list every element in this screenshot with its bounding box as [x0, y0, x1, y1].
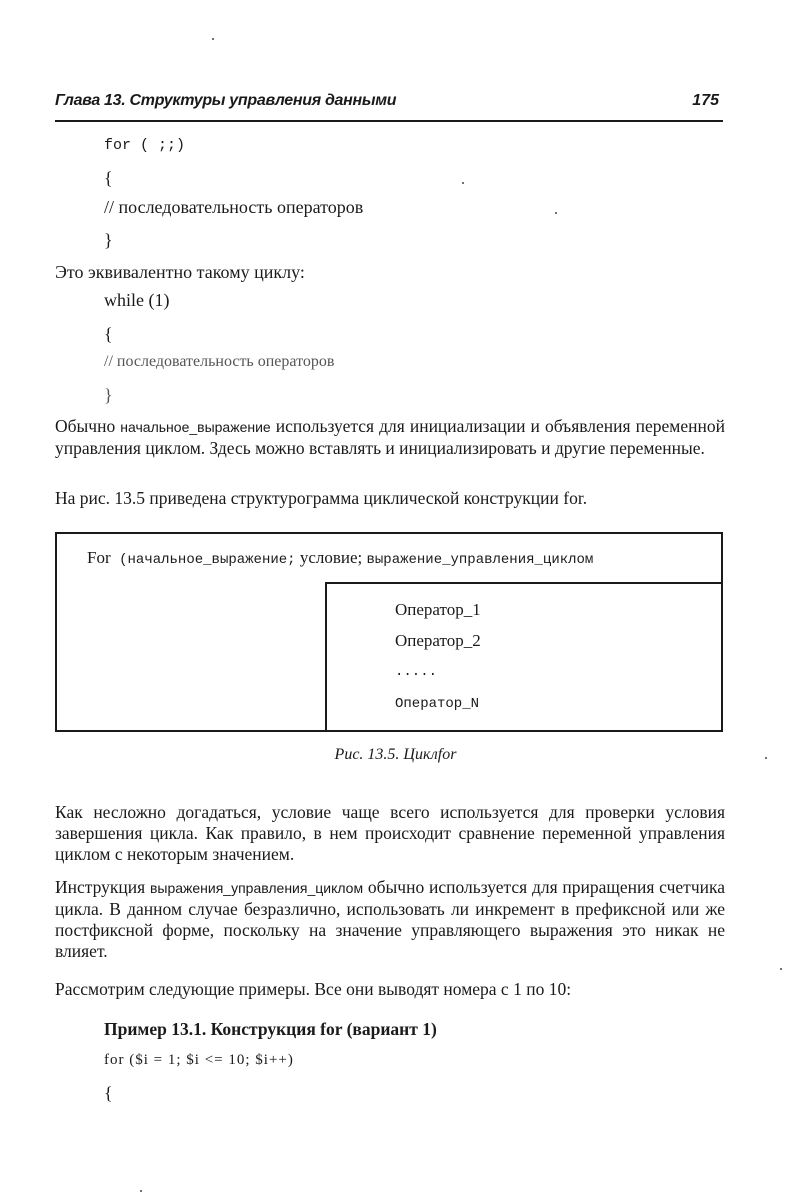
running-header	[55, 90, 723, 122]
for-keyword: For	[87, 548, 111, 567]
loop-body-block	[325, 582, 723, 732]
paragraph-init: Обычно начальное_выражение используется для инициализации и объявления переменной управления циклом. Здесь можно вставлять и инициализировать и другие переменные.	[55, 416, 725, 458]
for-loop-structogram	[55, 532, 723, 732]
operator-item: Оператор_1	[395, 600, 481, 619]
operator-item: Оператор_2	[395, 631, 481, 650]
page-number: 175	[692, 92, 719, 109]
code-line: {	[104, 324, 113, 344]
code-comment: // последовательность операторов	[104, 197, 364, 217]
condition-label: условие;	[299, 548, 363, 567]
chapter-title: Глава 13. Структуры управления данными	[55, 92, 397, 109]
code-line: {	[104, 168, 113, 188]
paragraph-figure-ref: На рис. 13.5 приведена структурограмма циклической конструкции for.	[55, 488, 588, 508]
init-expression: (начальное_выражение;	[119, 552, 296, 568]
scan-speck	[555, 212, 557, 214]
code-line: while (1)	[104, 290, 170, 310]
code-line: }	[104, 385, 113, 405]
scan-speck	[765, 757, 767, 759]
scan-speck	[140, 1190, 142, 1192]
paragraph-examples: Рассмотрим следующие примеры. Все они выводят номера с 1 по 10:	[55, 979, 572, 999]
scan-speck	[780, 968, 782, 970]
term-control-expression: выражения_управления_циклом	[149, 880, 364, 896]
control-expression: выражение_управления_циклом	[366, 552, 594, 568]
scan-speck	[212, 38, 214, 40]
code-line: }	[104, 230, 113, 250]
paragraph-condition: Как несложно догадаться, условие чаще всего используется для проверки условия завершения цикла. Как правило, в нем происходит сравнение переменной управления циклом с некоторым значением.	[55, 802, 725, 864]
figure-caption: Рис. 13.5. Циклfor	[334, 746, 457, 763]
code-line: for ($i = 1; $i <= 10; $i++)	[104, 1052, 294, 1068]
scan-speck	[462, 182, 464, 184]
code-line: {	[104, 1083, 113, 1103]
equivalence-text: Это эквивалентно такому циклу:	[55, 262, 305, 282]
operator-item: Оператор_N	[395, 696, 480, 712]
structogram-header	[87, 548, 593, 568]
code-comment: // последовательность операторов	[104, 353, 335, 370]
paragraph-instruction: Инструкция выражения_управления_циклом обычно используется для приращения счетчика цикла. В данном случае безразлично, использовать ли инкремент в префиксной или же постфиксной форме, поскольку на значение управляющего выражения это никак не влияет.	[55, 877, 725, 961]
example-title: Пример 13.1. Конструкция for (вариант 1)	[104, 1019, 437, 1039]
code-line: for ( ;;)	[104, 137, 186, 154]
term-initial-expression: начальное_выражение	[120, 419, 271, 435]
operator-ellipsis: .....	[395, 664, 438, 680]
